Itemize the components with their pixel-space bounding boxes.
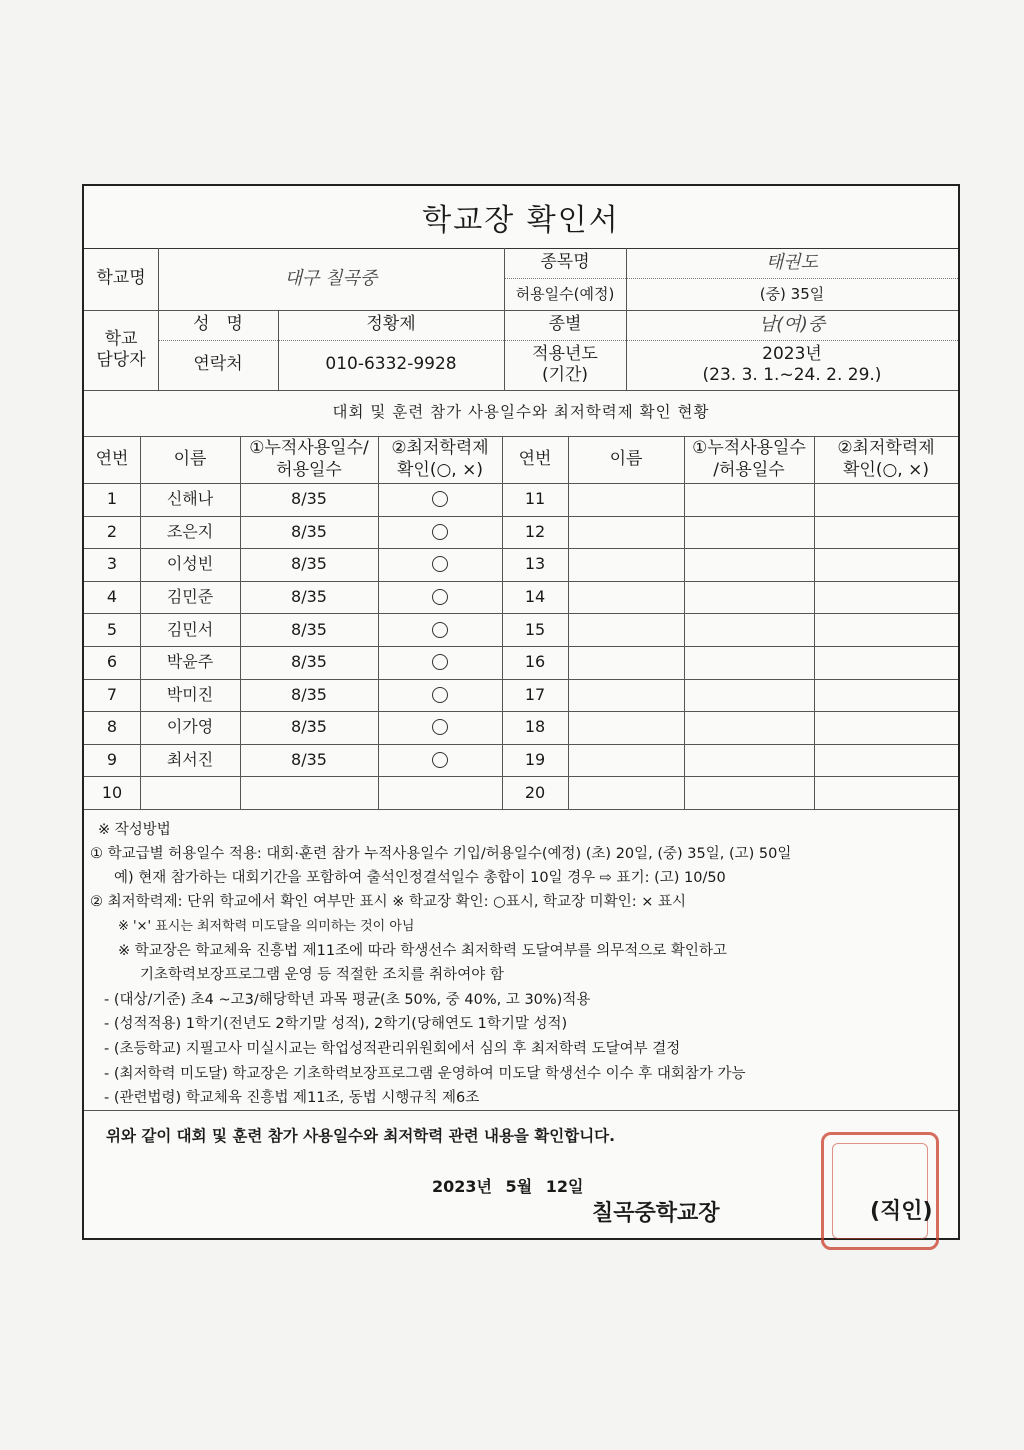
check-cell [378, 548, 502, 581]
row-no: 1 [106, 489, 118, 509]
student-name: 김민준 [166, 587, 214, 607]
allowed-days-value: (중) 35일 [759, 284, 825, 303]
allowed-days-label: 허용일수(예정) [515, 284, 615, 303]
check-cell [378, 679, 502, 712]
check-circle-icon [432, 654, 448, 670]
col-check-left-2: 확인(○, ×) [397, 459, 483, 480]
row-no: 10 [101, 782, 123, 802]
col-no-left: 연번 [95, 448, 129, 469]
row-no: 9 [106, 750, 118, 770]
student-name: 최서진 [166, 750, 214, 770]
check-cell [378, 776, 502, 809]
days-used: 8/35 [291, 489, 327, 509]
col-check-right-2: 확인(○, ×) [843, 459, 929, 480]
row-no: 5 [106, 619, 118, 639]
year-value-year: 2023년 [762, 343, 822, 364]
check-circle-icon [432, 556, 448, 572]
signer: 칠곡중학교장 [592, 1201, 720, 1226]
form-title: 학교장 확인서 [84, 186, 958, 249]
col-no-right: 연번 [518, 448, 552, 469]
days-used: 8/35 [291, 521, 327, 541]
issue-date: 2023년 5월 12일 [432, 1177, 584, 1196]
staff-label-line2: 담당자 [96, 350, 146, 370]
col-days-left-1: ①누적사용일수/ [249, 438, 369, 459]
col-name-right: 이름 [609, 448, 643, 469]
col-check-left-1: ②최저학력제 [391, 438, 489, 459]
check-circle-icon [432, 622, 448, 638]
check-cell [378, 581, 502, 614]
student-name: 박미진 [166, 684, 214, 704]
official-seal-stamp [821, 1132, 939, 1250]
row-no: 18 [524, 717, 546, 737]
check-cell [378, 483, 502, 516]
note-9: - (초등학교) 지필고사 미실시교는 학업성적관리위원회에서 심의 후 최저학력 도달여부 결정 [104, 1041, 681, 1057]
check-cell [378, 613, 502, 646]
note-8: - (성적적용) 1학기(전년도 2학기말 성적), 2학기(당해연도 1학기말 성적) [104, 1016, 568, 1032]
school-name-value: 대구 칠곡중 [284, 267, 378, 289]
days-used: 8/35 [291, 684, 327, 704]
gender-label: 종별 [548, 314, 582, 335]
row-no: 19 [524, 750, 546, 770]
student-name: 신해나 [166, 489, 214, 509]
row-divider [84, 483, 958, 484]
check-cell [378, 711, 502, 744]
section-title: 대회 및 훈련 참가 사용일수와 최저학력제 확인 현황 [332, 403, 710, 422]
note-1: ① 학교급별 허용일수 적용: 대회·훈련 참가 누적사용일수 기입/허용일수(예정) (초) 20일, (중) 35일, (고) 50일 [90, 846, 792, 862]
school-name-label: 학교명 [96, 268, 146, 289]
col-days-left-2: 허용일수 [276, 459, 342, 480]
row-no: 7 [106, 684, 118, 704]
days-used [240, 776, 378, 809]
student-name: 조은지 [166, 521, 214, 541]
row-no: 4 [106, 587, 118, 607]
col-days-right [684, 436, 814, 483]
confirm-text: 위와 같이 대회 및 훈련 참가 사용일수와 최저학력 관련 내용을 확인합니다. [106, 1127, 616, 1145]
year-label [504, 340, 626, 390]
check-cell [378, 744, 502, 777]
col-name-left: 이름 [173, 448, 207, 469]
note-2: 예) 현재 참가하는 대회기간을 포함하여 출석인정결석일수 총합이 10일 경우 ⇨ 표기: (고) 10/50 [114, 870, 726, 886]
note-5: ※ 학교장은 학교체육 진흥법 제11조에 따라 학생선수 최저학력 도달여부를 의무적으로 확인하고 [118, 943, 727, 959]
col-check-right-1: ②최저학력제 [837, 438, 935, 459]
student-name: 박윤주 [166, 652, 214, 672]
days-used: 8/35 [291, 717, 327, 737]
col-days-right-2: /허용일수 [713, 459, 785, 480]
check-circle-icon [432, 719, 448, 735]
row-no: 14 [524, 587, 546, 607]
staff-label-line1: 학교 [104, 328, 138, 349]
note-10: - (최저학력 미도달) 학교장은 기초학력보장프로그램 운영하여 미도달 학생선수 이수 후 대회참가 가능 [104, 1066, 746, 1082]
staff-label [84, 310, 158, 390]
check-cell [378, 516, 502, 549]
days-used: 8/35 [291, 652, 327, 672]
row-no: 20 [524, 782, 546, 802]
year-label-line2: (기간) [541, 365, 589, 385]
row-no: 8 [106, 717, 118, 737]
contact-value: 010-6332-9928 [325, 354, 457, 375]
check-circle-icon [432, 491, 448, 507]
row-no: 6 [106, 652, 118, 672]
row-no: 16 [524, 652, 546, 672]
check-circle-icon [432, 752, 448, 768]
row-no: 17 [524, 684, 546, 704]
year-value-period: (23. 3. 1.~24. 2. 29.) [702, 365, 882, 385]
row-no: 12 [524, 521, 546, 541]
gender-value: 남(여)중 [758, 313, 826, 335]
check-cell [378, 646, 502, 679]
note-3: ② 최저학력제: 단위 학교에서 확인 여부만 표시 ※ 학교장 확인: ○표시, 학교장 미확인: × 표시 [90, 894, 686, 910]
days-used: 8/35 [291, 554, 327, 574]
check-circle-icon [432, 687, 448, 703]
check-circle-icon [432, 524, 448, 540]
student-name: 김민서 [166, 619, 214, 639]
year-value [626, 340, 958, 390]
student-name: 이성빈 [166, 554, 214, 574]
staff-name-label: 성 명 [193, 314, 243, 335]
col-check-left [378, 436, 502, 483]
confirmation-form [82, 184, 960, 1240]
note-7: - (대상/기준) 초4 ~고3/해당학년 과목 평균(초 50%, 중 40%, 고 30%)적용 [104, 992, 591, 1008]
year-label-line1: 적용년도 [532, 343, 598, 364]
staff-name-value: 정황제 [366, 314, 416, 335]
seal-label: (직인) [870, 1199, 933, 1224]
row-no: 3 [106, 554, 118, 574]
row-no: 13 [524, 554, 546, 574]
sport-label: 종목명 [540, 252, 590, 273]
days-used: 8/35 [291, 619, 327, 639]
col-days-right-1: ①누적사용일수 [692, 438, 806, 459]
note-4: ※ '×' 표시는 최저학력 미도달을 의미하는 것이 아님 [118, 919, 415, 934]
days-used: 8/35 [291, 750, 327, 770]
row-no: 15 [524, 619, 546, 639]
note-heading: ※ 작성방법 [98, 822, 171, 838]
sport-value: 태권도 [765, 251, 819, 273]
student-name: 이가영 [166, 717, 214, 737]
student-name [140, 776, 240, 809]
row-no: 2 [106, 521, 118, 541]
col-days-left [240, 436, 378, 483]
note-6: 기초학력보장프로그램 운영 등 적절한 조치를 취하여야 함 [140, 967, 504, 983]
col-check-right [814, 436, 958, 483]
check-circle-icon [432, 589, 448, 605]
contact-label: 연락처 [193, 354, 243, 375]
days-used: 8/35 [291, 587, 327, 607]
note-11: - (관련법령) 학교체육 진흥법 제11조, 동법 시행규칙 제6조 [104, 1090, 480, 1106]
row-no: 11 [524, 489, 546, 509]
